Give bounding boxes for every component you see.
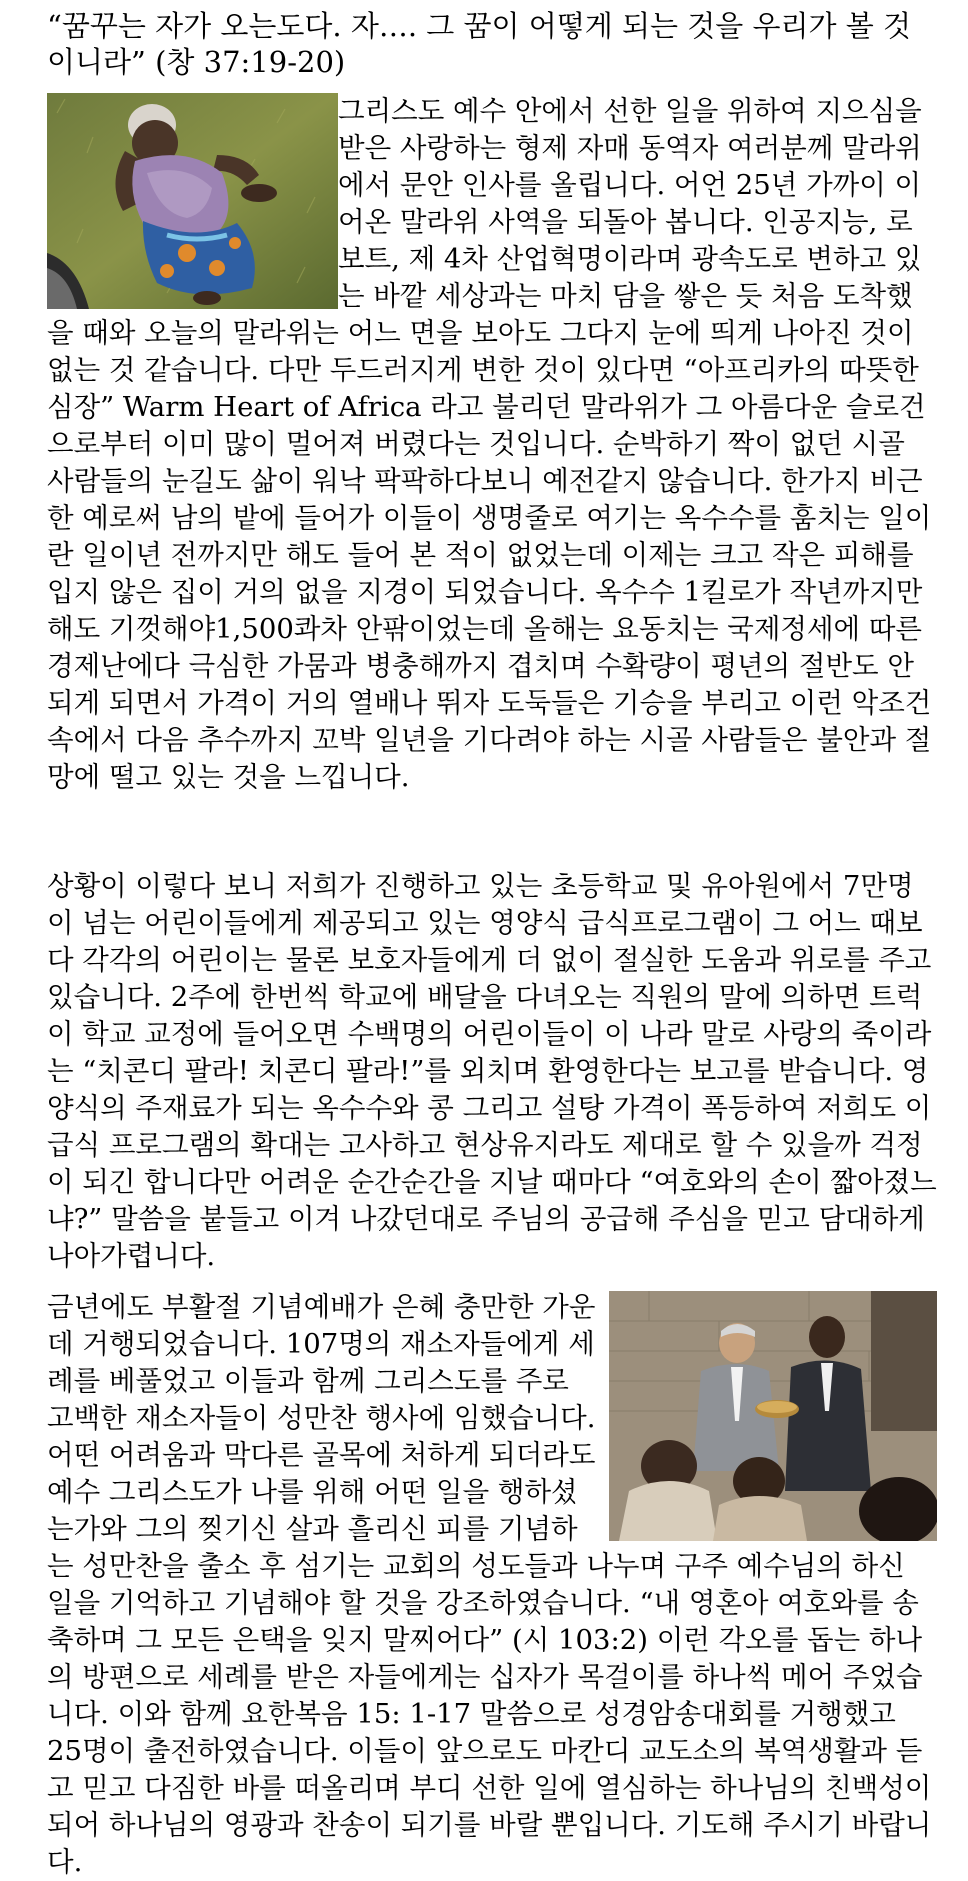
paragraph-spacer bbox=[47, 1275, 937, 1289]
letter-page bbox=[47, 8, 937, 1881]
photo-woman-sitting bbox=[47, 93, 338, 309]
photo-baptism-ceremony bbox=[609, 1291, 937, 1541]
paragraph-greeting: 그리스도 예수 안에서 선한 일을 위하여 지으심을 받은 사랑하는 형제 자매 동역자 여러분께 말라위에서 문안 인사를 올립니다. 어언 25년 가까이 이 어온 말라위 사역을 되돌아 봅니다. 인공지능, 로보트, 제 4차 산업혁명이라며 광속도로 변하고 있는 바깥 세상과는 마치 담을 쌓은 듯 처음 도착했을 때와 오늘의 말라위는 어느 면을 보아도 그다지 눈에 띄게 나아진 것이 없는 것 같습니다. 다만 두드러지게 변한 것이 있다면 “아프리카의 따뜻한 심장” Warm Heart of Africa 라고 불리던 말라위가 그 아름다운 슬로건으로부터 이미 많이 멀어져 버렸다는 것입니다. 순박하기 짝이 없던 시골 사람들의 눈길도 삶이 워낙 팍팍하다보니 예전같지 않습니다. 한가지 비근한 예로써 남의 밭에 들어가 이들이 생명줄로 여기는 옥수수를 훔치는 일이란 일이년 전까지만 해도 들어 본 적이 없었는데 이제는 크고 작은 피해를 입지 않은 집이 거의 없을 지경이 되었습니다. 옥수수 1킬로가 작년까지만 해도 기껏해야1,500콰차 안팎이었는데 올해는 요동치는 국제정세에 따른 경제난에다 극심한 가뭄과 병충해까지 겹치며 수확량이 평년의 절반도 안되게 되면서 가격이 거의 열배나 뛰자 도둑들은 기승을 부리고 이런 악조건 속에서 다음 추수까지 꼬박 일년을 기다려야 하는 시골 사람들은 불안과 절망에 떨고 있는 것을 느낍니다. bbox=[47, 95, 932, 793]
paragraph-feeding-program: 상황이 이렇다 보니 저희가 진행하고 있는 초등학교 및 유아원에서 7만명이 넘는 어린이들에게 제공되고 있는 영양식 급식프로그램이 그 어느 때보다 각각의 어린이는 물론 보호자들에게 더 없이 절실한 도움과 위로를 주고 있습니다. 2주에 한번씩 학교에 배달을 다녀오는 직원의 말에 의하면 트럭이 학교 교정에 들어오면 수백명의 어린이들이 이 나라 말로 사랑의 죽이라는 “치콘디 팔라! 치콘디 팔라!”를 외치며 환영한다는 보고를 받습니다. 영양식의 주재료가 되는 옥수수와 콩 그리고 설탕 가격이 폭등하여 저희도 이 급식 프로그램의 확대는 고사하고 현상유지라도 제대로 할 수 있을까 걱정이 되긴 합니다만 어려운 순간순간을 지날 때마다 “여호와의 손이 짧아졌느냐?” 말씀을 붙들고 이겨 나갔던대로 주님의 공급해 주심을 믿고 담대하게 나아가렵니다. bbox=[47, 870, 937, 1272]
paragraph-spacer bbox=[47, 796, 937, 868]
paragraph-easter-service: 금년에도 부활절 기념예배가 은혜 충만한 가운데 거행되었습니다. 107명의 재소자들에게 세례를 베풀었고 이들과 함께 그리스도를 주로 고백한 재소자들이 성만찬 행사에 임했습니다. 어떤 어려움과 막다른 골목에 처하게 되더라도 예수 그리스도가 나를 위해 어떤 일을 행하셨는가와 그의 찢기신 살과 흘리신 피를 기념하는 성만찬을 출소 후 섬기는 교회의 성도들과 나누며 구주 예수님의 하신 일을 기억하고 기념해야 할 것을 강조하였습니다. “내 영혼아 여호와를 송축하며 그 모든 은택을 잊지 말찌어다” (시 103:2) 이런 각오를 돕는 하나의 방편으로 세례를 받은 자들에게는 십자가 목걸이를 하나씩 메어 주었습니다. 이와 함께 요한복음 15: 1-17 말씀으로 성경암송대회를 거행했고 25명이 출전하였습니다. 이들이 앞으로도 마칸디 교도소의 복역생활과 듣고 믿고 다짐한 바를 떠올리며 부디 선한 일에 열심하는 하나님의 친백성이 되어 하나님의 영광과 찬송이 되기를 바랄 뿐입니다. 기도해 주시기 바랍니다. bbox=[47, 1291, 932, 1878]
opening-verse: “꿈꾸는 자가 오는도다. 자…. 그 꿈이 어떻게 되는 것을 우리가 볼 것이니라” (창 37:19-20) bbox=[47, 9, 912, 79]
